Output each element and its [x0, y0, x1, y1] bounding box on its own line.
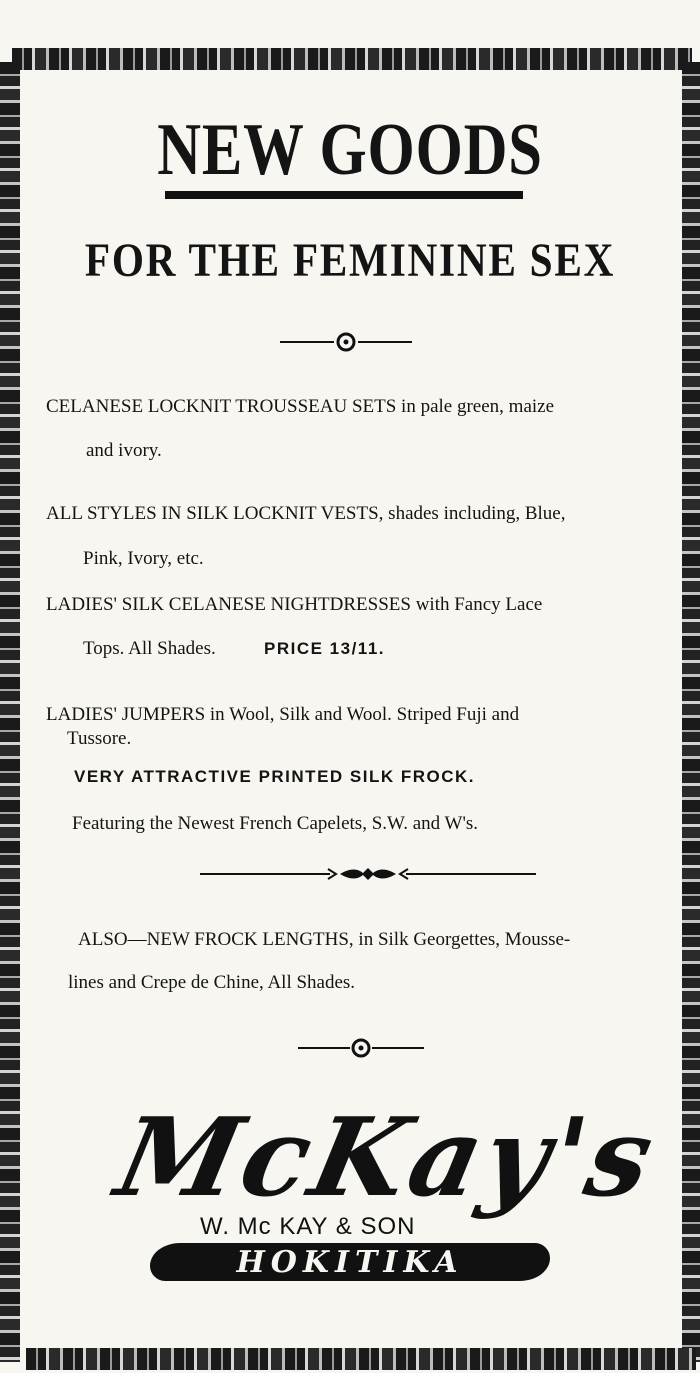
- item-3-line-2: Tops. All Shades.: [83, 638, 216, 659]
- logo-script-name: McKay's: [106, 1095, 668, 1221]
- border-top: [12, 48, 692, 70]
- ornament-divider-top: [280, 330, 412, 354]
- border-right: [682, 62, 700, 1362]
- item-1-line-1: CELANESE LOCKNIT TROUSSEAU SETS in pale green, maize: [46, 396, 555, 417]
- item-4-line-2: Tussore.: [67, 728, 132, 749]
- mckay-logo: [106, 1095, 668, 1295]
- item-2-line-2: Pink, Ivory, etc.: [83, 548, 204, 569]
- subheadline: FOR THE FEMININE SEX: [84, 234, 616, 287]
- item-6-line-2: lines and Crepe de Chine, All Shades.: [68, 972, 356, 993]
- item-3-line-1: LADIES' SILK CELANESE NIGHTDRESSES with Fancy Lace: [46, 594, 543, 615]
- ornament-divider-bottom: [298, 1036, 424, 1060]
- item-4-line-1: LADIES' JUMPERS in Wool, Silk and Wool. Striped Fuji and: [46, 704, 520, 725]
- item-5-line-2: Featuring the Newest French Capelets, S.W. and W's.: [72, 813, 479, 834]
- item-3-price: PRICE 13/11.: [264, 639, 386, 658]
- border-left: [0, 62, 20, 1362]
- headline: NEW GOODS: [157, 109, 543, 191]
- ornament-divider-middle: [200, 864, 536, 884]
- item-5-feature: VERY ATTRACTIVE PRINTED SILK FROCK.: [74, 767, 476, 786]
- item-1-line-2: and ivory.: [86, 440, 162, 461]
- logo-firm-name: W. Mc KAY & SON: [200, 1213, 416, 1240]
- border-bottom: [26, 1348, 696, 1370]
- logo-town: HOKITIKA: [236, 1245, 464, 1280]
- item-2-line-1: ALL STYLES IN SILK LOCKNIT VESTS, shades including, Blue,: [46, 503, 566, 524]
- item-6-line-1: ALSO—NEW FROCK LENGTHS, in Silk Georgettes, Mousse-: [78, 929, 571, 950]
- headline-rule: [165, 191, 523, 199]
